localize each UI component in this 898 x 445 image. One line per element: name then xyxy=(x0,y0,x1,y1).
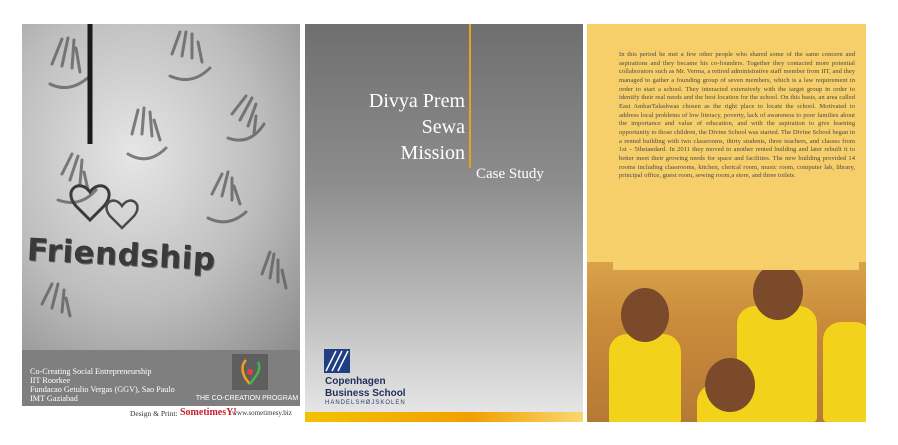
friendship-word: Friendship xyxy=(26,232,217,278)
partner-credits xyxy=(30,367,220,403)
design-print-brand: SometimesY! xyxy=(180,407,237,418)
accent-rule xyxy=(469,24,471,168)
child-figure xyxy=(823,322,866,422)
credit-line: Fundacao Getulio Vergas (GGV), Sao Paulo xyxy=(30,385,175,394)
credit-line: Co-Creating Social Entrepreneurship xyxy=(30,367,152,376)
program-name: THE CO-CREATION PROGRAM xyxy=(195,395,299,402)
case-study-title xyxy=(305,88,465,166)
credit-line: IIT Roorkee xyxy=(30,376,71,385)
cbs-logo-icon xyxy=(324,349,350,373)
design-print-label: Design & Print: xyxy=(130,409,178,418)
title-line: Sewa xyxy=(421,116,465,138)
cover-friendship-panel xyxy=(22,24,300,422)
case-study-subtitle: Case Study xyxy=(476,166,544,182)
title-line: Divya Prem xyxy=(368,90,465,112)
yellow-footer-bar xyxy=(305,412,583,422)
credit-line: IMT Gaziabad xyxy=(30,394,78,403)
story-body-text: In this period he met a few other people who shared some of the same concern and aspirations and they became his co-founders. Together they contacted more potential collaborators such as Mr. Verma, a retired administrative staff member from IIT, and they managed to gather a founding group of seven members, which is a law requirement in order to start a school. They interacted extensively with the target group in order to identify their real needs and the best location for the school. On this basis, an area called East AmbarTalashwas chosen as the right place to locate the school. Motivated to address local problems of low literacy, poverty, lack of awareness to poor families about the importance and value of education, and with the aspiration to give learning opportunity to those children, the Divine School was started. The Divine School began in a rented building with two classrooms, thirty students, three teachers, and classes from 1st – 5thstandard. In 2011 they moved to another rented building and later rebuilt it to better meet their growing needs for space and facilities. The new building provided 14 rooms including classrooms, kitchen, clerical room, music room, computer lab, library, principal office, guest room, sewing room,a store, and three toilets. xyxy=(619,51,855,180)
handprint-artwork xyxy=(22,24,300,350)
child-face xyxy=(621,288,669,342)
case-study-cover-panel xyxy=(305,24,583,422)
design-print-url: www.sometimesy.biz xyxy=(232,409,292,417)
handprint-pattern-image xyxy=(22,24,300,350)
school-name-line: Business School xyxy=(325,388,406,399)
school-name-line: Copenhagen xyxy=(325,376,386,387)
children-photo xyxy=(587,262,866,422)
child-face xyxy=(753,264,803,320)
story-page-panel xyxy=(587,24,866,422)
child-face xyxy=(705,358,755,412)
child-figure xyxy=(609,334,681,422)
co-creation-logo xyxy=(232,354,268,390)
school-name-line: HANDELSHØJSKOLEN xyxy=(325,400,406,406)
title-line: Mission xyxy=(400,142,465,164)
